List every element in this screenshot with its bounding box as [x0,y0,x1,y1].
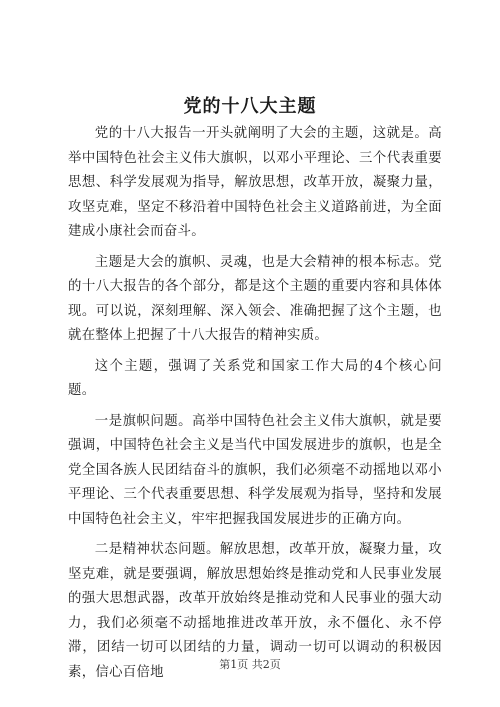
paragraph-1: 党的十八大报告一开头就阐明了大会的主题，这就是。高举中国特色社会主义伟大旗帜，以邓小平理论、三个代表重要思想、科学发展观为指导，解放思想，改革开放，凝聚力量，攻坚克难，坚定不移沿着中国特色社会主义道路前进，为全面建成小康社会而奋斗。 [68,126,442,239]
paragraph-5: 二是精神状态问题。解放思想，改革开放，凝聚力量，攻坚克难，就是要强调，解放思想始终是推动党和人民事业发展的强大思想武器，改革开放始终是推动党和人民事业的强大动力，我们必须毫不动摇地推进改革开放，永不僵化、永不停滞，团结一切可以团结的力量，调动一切可以调动的积极因素，信心百倍地 [68,542,442,680]
paragraph-3: 这个主题，强调了关系党和国家工作大局的4个核心问题。 [68,358,442,398]
paragraph-2: 主题是大会的旗帜、灵魂，也是大会精神的根本标志。党的十八大报告的各个部分，都是这个主题的重要内容和具体体现。可以说，深刻理解、深入领会、准确把握了这个主题，也就在整体上把握了十八大报告的精神实质。 [68,254,442,343]
document-body [68,122,442,691]
page-footer: 第1页 共2页 [219,658,281,671]
document-title: 党的十八大主题 [183,96,317,117]
paragraph-4: 一是旗帜问题。高举中国特色社会主义伟大旗帜，就是要强调，中国特色社会主义是当代中国发展进步的旗帜，也是全党全国各族人民团结奋斗的旗帜，我们必须毫不动摇地以邓小平理论、三个代表重要思想、科学发展观为指导，坚持和发展中国特色社会主义，牢牢把握我国发展进步的正确方向。 [68,413,442,527]
